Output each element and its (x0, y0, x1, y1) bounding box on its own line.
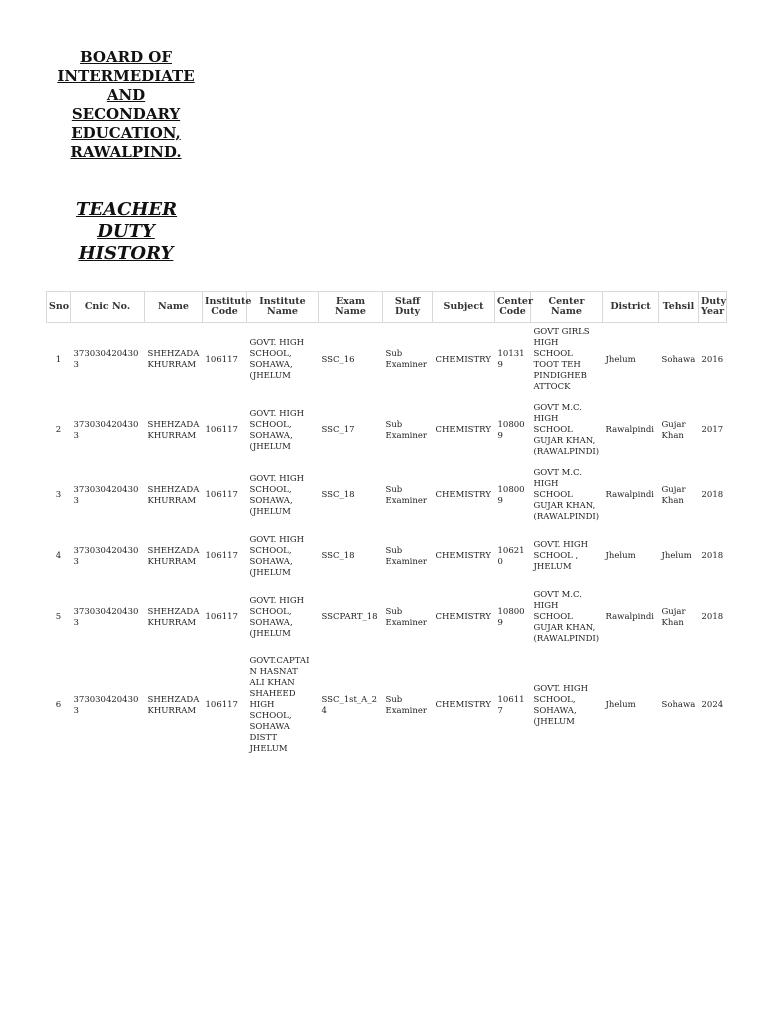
cell-tehsil: Jhelum (661, 551, 692, 561)
table-row (47, 464, 727, 527)
cell-cnic: 3730304204303 (73, 694, 139, 716)
cell-district: Jhelum (605, 354, 636, 365)
cell-exam-name: SSC_1st_A_24 (321, 694, 377, 716)
cell-center-code: 106117 (497, 694, 525, 716)
cell-duty-year: 2016 (701, 354, 724, 365)
cell-institute-name: GOVT. HIGH SCHOOL, SOHAWA, (JHELUM (249, 408, 305, 452)
cell-district: Rawalpindi (605, 490, 655, 500)
table-row (47, 649, 727, 762)
cell-center-name: GOVT M.C. HIGH SCHOOL GUJAR KHAN, (RAWALPINDI) (533, 590, 600, 644)
header-district: District (603, 292, 659, 323)
cell-institute-name: GOVT. HIGH SCHOOL, SOHAWA, (JHELUM (249, 595, 305, 639)
cell-name: SHEHZADA KHURRAM (147, 349, 200, 370)
cell-institute-name: GOVT. HIGH SCHOOL, SOHAWA, (JHELUM (249, 338, 305, 381)
cell-duty-year: 2018 (701, 490, 724, 500)
cell-staff-duty: Sub Examiner (385, 484, 427, 506)
cell-institute-name: GOVT. HIGH SCHOOL, SOHAWA, (JHELUM (249, 534, 305, 578)
cell-tehsil: Gujar Khan (661, 606, 686, 628)
cell-sno: 1 (55, 354, 62, 365)
cell-name: SHEHZADA KHURRAM (147, 419, 200, 441)
header-center-code: Center Code (495, 292, 531, 323)
cell-staff-duty: Sub Examiner (385, 694, 427, 716)
header-cnic: Cnic No. (71, 292, 145, 323)
report-title: TEACHER DUTY HISTORY (76, 199, 178, 264)
cell-name: SHEHZADA KHURRAM (147, 484, 200, 506)
cell-institute-code: 106117 (205, 490, 238, 500)
cell-subject: CHEMISTRY (435, 700, 491, 710)
cell-district: Rawalpindi (605, 425, 655, 435)
header-tehsil: Tehsil (659, 292, 699, 323)
cell-cnic: 3730304204303 (73, 419, 139, 441)
cell-duty-year: 2018 (701, 612, 724, 622)
cell-subject: CHEMISTRY (435, 551, 491, 561)
table-row (47, 527, 727, 586)
cell-sno: 5 (55, 612, 62, 622)
cell-exam-name: SSC_18 (321, 490, 355, 500)
cell-duty-year: 2018 (701, 551, 724, 561)
cell-sno: 3 (55, 490, 62, 500)
cell-sno: 6 (55, 700, 62, 710)
cell-center-name: GOVT. HIGH SCHOOL , JHELUM (533, 540, 589, 572)
cell-center-code: 106210 (497, 545, 525, 567)
cell-duty-year: 2024 (701, 700, 724, 710)
cell-cnic: 3730304204303 (73, 606, 139, 628)
cell-center-name: GOVT M.C. HIGH SCHOOL GUJAR KHAN, (RAWALPINDI) (533, 468, 600, 522)
table-row (47, 397, 727, 464)
cell-center-name: GOVT M.C. HIGH SCHOOL GUJAR KHAN, (RAWALPINDI) (533, 403, 600, 457)
header-staff-duty: Staff Duty (383, 292, 433, 323)
cell-district: Jhelum (605, 551, 636, 561)
cell-district: Rawalpindi (605, 612, 655, 622)
cell-institute-code: 106117 (205, 700, 238, 710)
cell-staff-duty: Sub Examiner (385, 419, 427, 441)
cell-center-name: GOVT GIRLS HIGH SCHOOL TOOT TEH PINDIGHEB ATTOCK (533, 327, 590, 392)
cell-district: Jhelum (605, 700, 636, 710)
cell-institute-name: GOVT. HIGH SCHOOL, SOHAWA, (JHELUM (249, 473, 305, 517)
cell-institute-code: 106117 (205, 425, 238, 435)
cell-tehsil: Gujar Khan (661, 484, 686, 506)
header-institute-code: Institute Code (203, 292, 247, 323)
cell-tehsil: Sohawa (661, 700, 696, 710)
cell-staff-duty: Sub Examiner (385, 545, 427, 567)
cell-subject: CHEMISTRY (435, 612, 491, 622)
header-institute-name: Institute Name (247, 292, 319, 323)
cell-cnic: 3730304204303 (73, 349, 139, 370)
cell-duty-year: 2017 (701, 425, 724, 435)
board-title: BOARD OF INTERMEDIATE AND SECONDARY EDUCATION, RAWALPIND. (57, 48, 195, 161)
cell-staff-duty: Sub Examiner (385, 349, 427, 370)
cell-institute-code: 106117 (205, 551, 238, 561)
cell-tehsil: Sohawa (661, 354, 696, 365)
cell-staff-duty: Sub Examiner (385, 606, 427, 628)
header-name: Name (145, 292, 203, 323)
cell-exam-name: SSC_16 (321, 354, 355, 365)
cell-tehsil: Gujar Khan (661, 419, 686, 441)
cell-name: SHEHZADA KHURRAM (147, 606, 200, 628)
cell-center-code: 108009 (497, 484, 525, 506)
cell-exam-name: SSC_17 (321, 425, 355, 435)
cell-exam-name: SSC_18 (321, 551, 355, 561)
cell-center-code: 101319 (497, 349, 525, 370)
cell-subject: CHEMISTRY (435, 354, 491, 365)
cell-cnic: 3730304204303 (73, 484, 139, 506)
cell-subject: CHEMISTRY (435, 490, 491, 500)
cell-sno: 4 (55, 551, 62, 561)
cell-center-code: 108009 (497, 419, 525, 441)
cell-institute-code: 106117 (205, 612, 238, 622)
table-header-row (47, 292, 727, 323)
header-center-name: Center Name (531, 292, 603, 323)
table-row (47, 586, 727, 649)
cell-institute-code: 106117 (205, 354, 238, 365)
header-exam-name: Exam Name (319, 292, 383, 323)
cell-center-code: 108009 (497, 606, 525, 628)
cell-sno: 2 (55, 425, 62, 435)
header-sno: Sno (47, 292, 71, 323)
header-subject: Subject (433, 292, 495, 323)
cell-subject: CHEMISTRY (435, 425, 491, 435)
header-duty-year: Duty Year (699, 292, 727, 323)
cell-exam-name: SSCPART_18 (321, 612, 378, 622)
table-row (47, 323, 727, 398)
cell-name: SHEHZADA KHURRAM (147, 694, 200, 716)
cell-institute-name: GOVT.CAPTAIN HASNAT ALI KHAN SHAHEED HIGH SCHOOL, SOHAWA DISTT JHELUM (249, 656, 310, 754)
duty-history-table (46, 291, 727, 762)
cell-center-name: GOVT. HIGH SCHOOL, SOHAWA, (JHELUM (533, 683, 589, 727)
cell-name: SHEHZADA KHURRAM (147, 545, 200, 567)
cell-cnic: 3730304204303 (73, 545, 139, 567)
